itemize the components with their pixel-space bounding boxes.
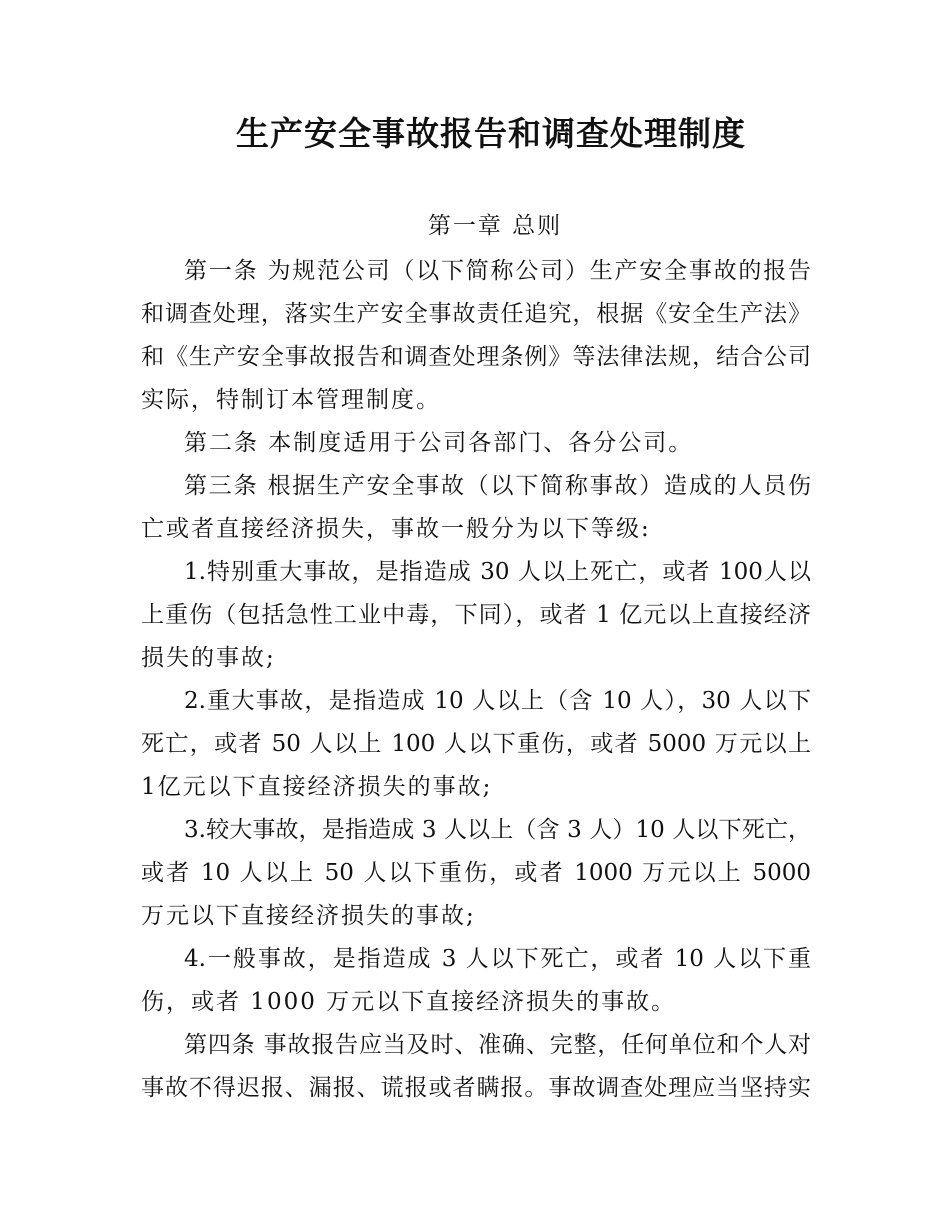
paragraph-line: 和调查处理，落实生产安全事故责任追究，根据《安全生产法》 <box>141 301 811 327</box>
paragraph-line: 上重伤（包括急性工业中毒，下同），或者 1 亿元以上直接经济 <box>141 602 811 628</box>
paragraph-line: 1.特别重大事故，是指造成 30 人以上死亡，或者 100人以 <box>184 559 811 585</box>
paragraph-line: 损失的事故; <box>141 645 276 671</box>
paragraph-line: 第四条 事故报告应当及时、准确、完整，任何单位和个人对 <box>184 1032 811 1058</box>
paragraph-line: 4.一般事故，是指造成 3 人以下死亡，或者 10 人以下重 <box>184 946 811 972</box>
paragraph-line: 第一条 为规范公司（以下简称公司）生产安全事故的报告 <box>184 258 811 284</box>
chapter-heading: 第一章 总则 <box>427 213 563 239</box>
paragraph-line: 死亡，或者 50 人以上 100 人以下重伤，或者 5000 万元以上 <box>141 731 811 757</box>
paragraph-line: 事故不得迟报、漏报、谎报或者瞒报。事故调查处理应当坚持实 <box>141 1075 811 1101</box>
paragraph-line: 亡或者直接经济损失，事故一般分为以下等级: <box>141 516 651 542</box>
paragraph-line: 实际，特制订本管理制度。 <box>141 387 441 413</box>
paragraph-line: 伤，或者 1000 万元以下直接经济损失的事故。 <box>141 989 677 1015</box>
paragraph-line: 第三条 根据生产安全事故（以下简称事故）造成的人员伤 <box>184 473 811 499</box>
paragraph-line: 或者 10 人以上 50 人以下重伤，或者 1000 万元以上 5000 <box>141 860 811 886</box>
paragraph-line: 万元以下直接经济损失的事故; <box>141 903 476 929</box>
document-title: 生产安全事故报告和调查处理制度 <box>236 114 746 153</box>
paragraph-line: 2.重大事故，是指造成 10 人以上（含 10 人），30 人以下 <box>184 688 811 714</box>
paragraph-line: 1亿元以下直接经济损失的事故; <box>141 774 493 800</box>
paragraph-line: 第二条 本制度适用于公司各部门、各分公司。 <box>184 430 694 456</box>
paragraph-line: 3.较大事故，是指造成 3 人以上（含 3 人）10 人以下死亡， <box>184 817 811 843</box>
paragraph-line: 和《生产安全事故报告和调查处理条例》等法律法规，结合公司 <box>141 344 811 370</box>
